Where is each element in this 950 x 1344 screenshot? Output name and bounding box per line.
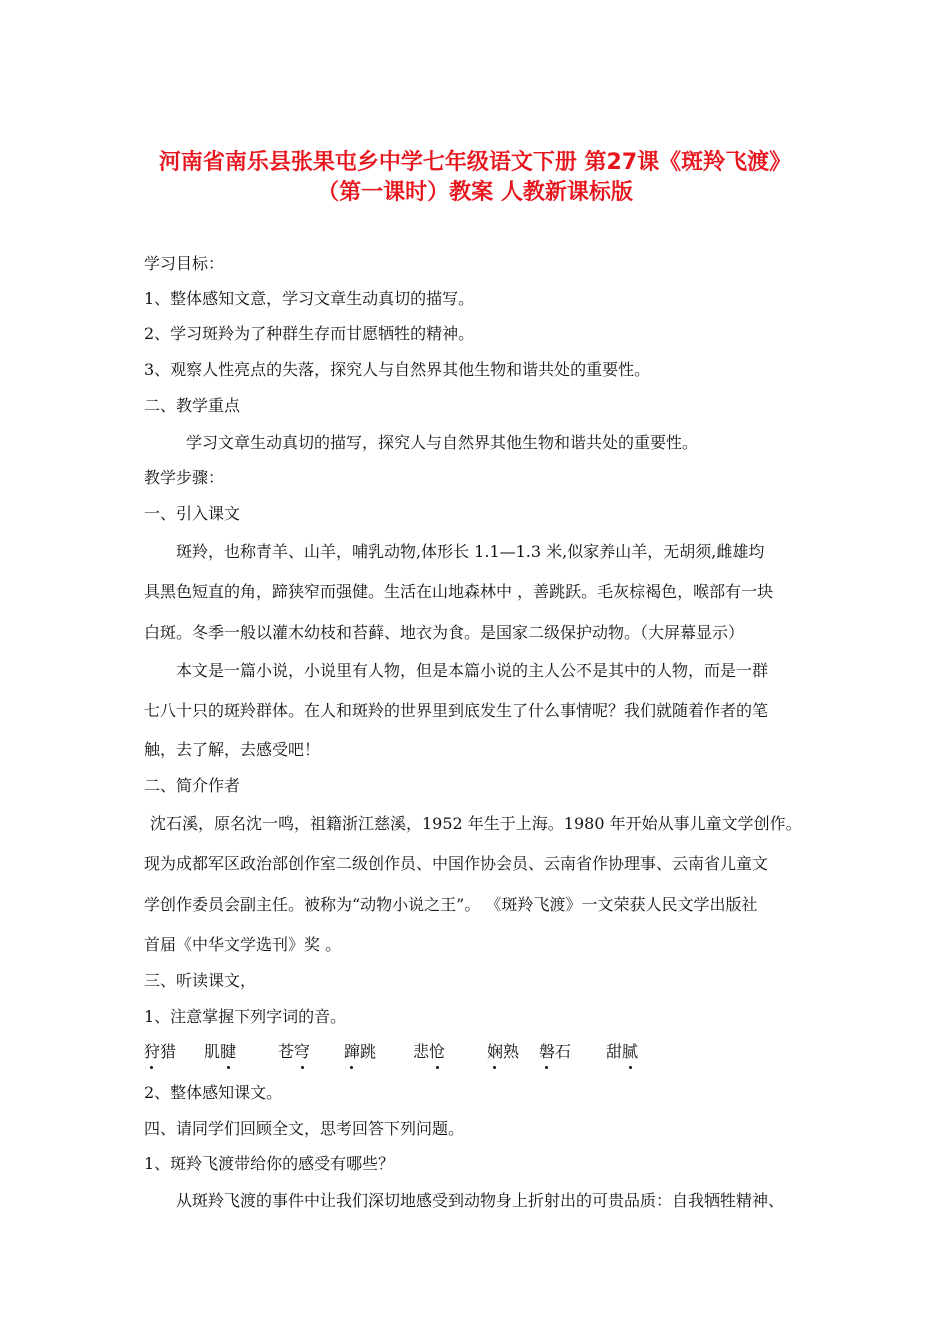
intro-heading: 一、引入课文: [144, 504, 241, 523]
vocab-word-4: 蹿跳: [344, 1041, 376, 1063]
listen-item-1: 1、注意掌握下列字词的音。: [144, 1007, 347, 1026]
listen-item-2: 2、整体感知课文。: [144, 1083, 283, 1102]
review-heading: 四、请同学们回顾全文，思考回答下列问题。: [144, 1119, 465, 1138]
author-heading: 二、简介作者: [144, 776, 241, 795]
document-title-line2: （第一课时）教案 人教新课标版: [317, 180, 633, 205]
focus-heading: 二、教学重点: [144, 396, 241, 415]
intro-paragraph-1-line-3: 白斑。冬季一般以灌木幼枝和苔藓、地衣为食。是国家二级保护动物。（大屏幕显示）: [144, 623, 745, 642]
vocab-word-7: 磐石: [539, 1041, 571, 1063]
objective-3: 3、观察人性亮点的失落，探究人与自然界其他生物和谐共处的重要性。: [144, 360, 651, 379]
steps-heading: 教学步骤：: [144, 468, 225, 487]
intro-paragraph-1-line-2: 具黑色短直的角，蹄狭窄而强健。生活在山地森林中 ，善跳跃。毛灰棕褐色，喉部有一块: [144, 582, 774, 601]
listen-heading: 三、听读课文，: [144, 971, 257, 990]
document-title-line1: 河南省南乐县张果屯乡中学七年级语文下册 第27课《斑羚飞渡》: [158, 150, 792, 175]
vocab-word-8: 甜腻: [606, 1041, 638, 1063]
intro-paragraph-1-line-1: 斑羚，也称青羊、山羊，哺乳动物,体形长 1.1—1.3 米,似家养山羊，无胡须,雌雄均: [176, 542, 765, 561]
focus-text: 学习文章生动真切的描写，探究人与自然界其他生物和谐共处的重要性。: [186, 433, 699, 452]
objective-2: 2、学习斑羚为了种群生存而甘愿牺牲的精神。: [144, 324, 475, 343]
vocab-word-6: 娴熟: [487, 1041, 519, 1063]
author-line-1: 沈石溪，原名沈一鸣，祖籍浙江慈溪，1952 年生于上海。1980 年开始从事儿童文学创作。: [150, 814, 802, 833]
vocab-word-5: 悲怆: [413, 1041, 445, 1063]
intro-paragraph-2-line-2: 七八十只的斑羚群体。在人和斑羚的世界里到底发生了什么事情呢？我们就随着作者的笔: [144, 701, 769, 720]
author-line-3: 学创作委员会副主任。被称为“动物小说之王”。 《斑羚飞渡》一文荣获人民文学出版社: [144, 895, 758, 914]
answer-1-line-1: 从斑羚飞渡的事件中让我们深切地感受到动物身上折射出的可贵品质：自我牺牲精神、: [176, 1191, 785, 1210]
vocab-word-1: 狩猎: [144, 1041, 176, 1063]
objective-1: 1、整体感知文意，学习文章生动真切的描写。: [144, 289, 475, 308]
question-1: 1、斑羚飞渡带给你的感受有哪些？: [144, 1154, 395, 1173]
intro-paragraph-2-line-3: 触，去了解，去感受吧！: [144, 740, 321, 759]
intro-paragraph-2-line-1: 本文是一篇小说，小说里有人物，但是本篇小说的主人公不是其中的人物，而是一群: [176, 661, 769, 680]
vocab-word-3: 苍穹: [278, 1041, 310, 1063]
author-line-4: 首届《中华文学选刊》奖 。: [144, 935, 342, 954]
author-line-2: 现为成都军区政治部创作室二级创作员、中国作协会员、云南省作协理事、云南省儿童文: [144, 854, 769, 873]
vocab-word-2: 肌腱: [204, 1041, 236, 1063]
objectives-heading: 学习目标：: [144, 254, 225, 273]
